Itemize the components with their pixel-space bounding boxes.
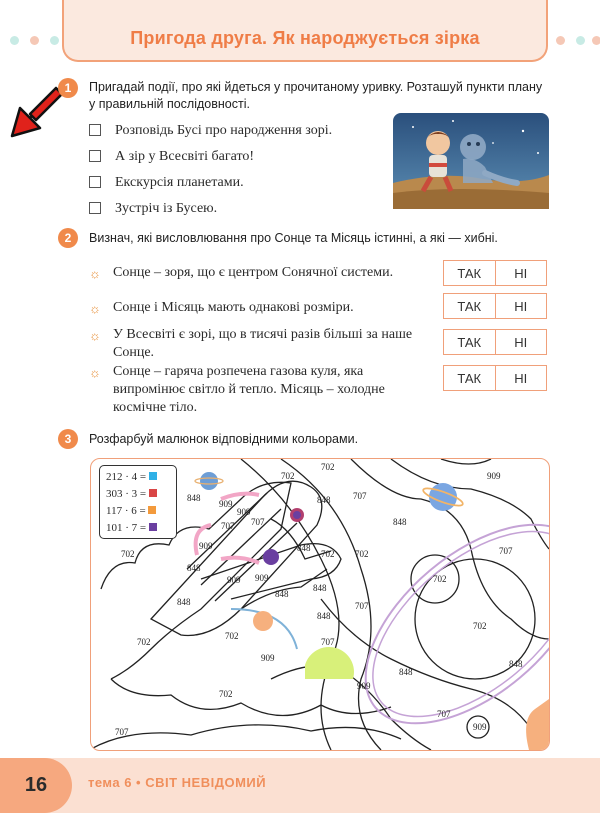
- coloring-picture-frame[interactable]: [90, 458, 550, 751]
- task-3-instruction: Розфарбуй малюнок відповідними кольорами.: [89, 432, 359, 446]
- page-number: 16: [0, 758, 72, 813]
- svg-text:707: 707: [251, 517, 265, 527]
- svg-text:848: 848: [393, 517, 407, 527]
- svg-text:702: 702: [321, 549, 335, 559]
- color-swatch-red: [149, 489, 157, 497]
- svg-text:909: 909: [473, 722, 487, 732]
- svg-text:848: 848: [177, 597, 191, 607]
- true-option[interactable]: ТАК: [443, 329, 496, 355]
- svg-text:702: 702: [225, 631, 239, 641]
- svg-text:909: 909: [357, 681, 371, 691]
- sun-bullet-icon: ☼: [89, 328, 101, 343]
- sun-bullet-icon: ☼: [89, 301, 101, 316]
- svg-text:848: 848: [297, 543, 311, 553]
- checkbox[interactable]: [89, 202, 101, 214]
- svg-text:707: 707: [221, 521, 235, 531]
- true-option[interactable]: ТАК: [443, 260, 496, 286]
- svg-text:848: 848: [317, 495, 331, 505]
- plan-item[interactable]: Розповідь Бусі про народження зорі.: [89, 122, 332, 140]
- svg-text:848: 848: [317, 611, 331, 621]
- svg-text:848: 848: [509, 659, 523, 669]
- legend-row: 303 · 3 =: [106, 486, 176, 503]
- svg-text:848: 848: [275, 589, 289, 599]
- svg-text:707: 707: [115, 727, 129, 737]
- checkbox[interactable]: [89, 124, 101, 136]
- true-false-choice[interactable]: [443, 329, 547, 355]
- svg-text:702: 702: [219, 689, 233, 699]
- sun-bullet-icon: ☼: [89, 266, 101, 281]
- task-number-2: 2: [58, 228, 78, 248]
- svg-text:909: 909: [261, 653, 275, 663]
- task-1-instruction: Пригадай події, про які йдеться у прочитаному уривку. Розташуй пункти плану у правильній послідовності.: [89, 80, 543, 111]
- footer-theme: тема 6 • СВІТ НЕВІДОМИЙ: [88, 775, 267, 790]
- svg-text:702: 702: [121, 549, 135, 559]
- true-option[interactable]: ТАК: [443, 293, 496, 319]
- svg-text:909: 909: [219, 499, 233, 509]
- plan-item[interactable]: Екскурсія планетами.: [89, 174, 244, 192]
- svg-text:848: 848: [187, 493, 201, 503]
- svg-text:909: 909: [227, 575, 241, 585]
- false-option[interactable]: НІ: [496, 329, 548, 355]
- svg-text:707: 707: [437, 709, 451, 719]
- svg-text:909: 909: [199, 541, 213, 551]
- task-number-3: 3: [58, 429, 78, 449]
- true-false-choice[interactable]: [443, 293, 547, 319]
- page-title: Пригода друга. Як народжується зірка: [130, 28, 480, 48]
- checkbox[interactable]: [89, 176, 101, 188]
- color-swatch-orange: [148, 506, 156, 514]
- svg-text:702: 702: [473, 621, 487, 631]
- plan-item[interactable]: А зір у Всесвіті багато!: [89, 148, 254, 166]
- legend-row: 212 · 4 =: [106, 469, 176, 486]
- true-false-choice[interactable]: [443, 365, 547, 391]
- svg-text:702: 702: [321, 462, 335, 472]
- false-option[interactable]: НІ: [496, 293, 548, 319]
- svg-text:909: 909: [487, 471, 501, 481]
- task-number-1: 1: [58, 78, 78, 98]
- legend-row: 117 · 6 =: [106, 503, 176, 520]
- story-illustration: [393, 113, 549, 209]
- task-2-instruction: Визнач, які висловлювання про Сонце та Місяць істинні, а які — хибні.: [89, 231, 498, 245]
- red-arrow-icon: [6, 84, 64, 144]
- svg-text:909: 909: [255, 573, 269, 583]
- svg-text:702: 702: [433, 574, 447, 584]
- svg-text:702: 702: [355, 549, 369, 559]
- svg-text:707: 707: [321, 637, 335, 647]
- checkbox[interactable]: [89, 150, 101, 162]
- svg-text:702: 702: [281, 471, 295, 481]
- svg-text:909: 909: [237, 507, 251, 517]
- color-swatch-blue: [149, 472, 157, 480]
- svg-text:702: 702: [137, 637, 151, 647]
- svg-text:848: 848: [313, 583, 327, 593]
- svg-text:707: 707: [355, 601, 369, 611]
- false-option[interactable]: НІ: [496, 260, 548, 286]
- false-option[interactable]: НІ: [496, 365, 548, 391]
- color-legend: [99, 465, 177, 539]
- sun-bullet-icon: ☼: [89, 365, 101, 380]
- color-swatch-purple: [149, 523, 157, 531]
- svg-text:707: 707: [499, 546, 513, 556]
- svg-text:848: 848: [399, 667, 413, 677]
- legend-row: 101 · 7 =: [106, 520, 176, 537]
- svg-text:707: 707: [353, 491, 367, 501]
- plan-item[interactable]: Зустріч із Бусею.: [89, 200, 217, 218]
- svg-text:848: 848: [187, 563, 201, 573]
- true-false-choice[interactable]: [443, 260, 547, 286]
- true-option[interactable]: ТАК: [443, 365, 496, 391]
